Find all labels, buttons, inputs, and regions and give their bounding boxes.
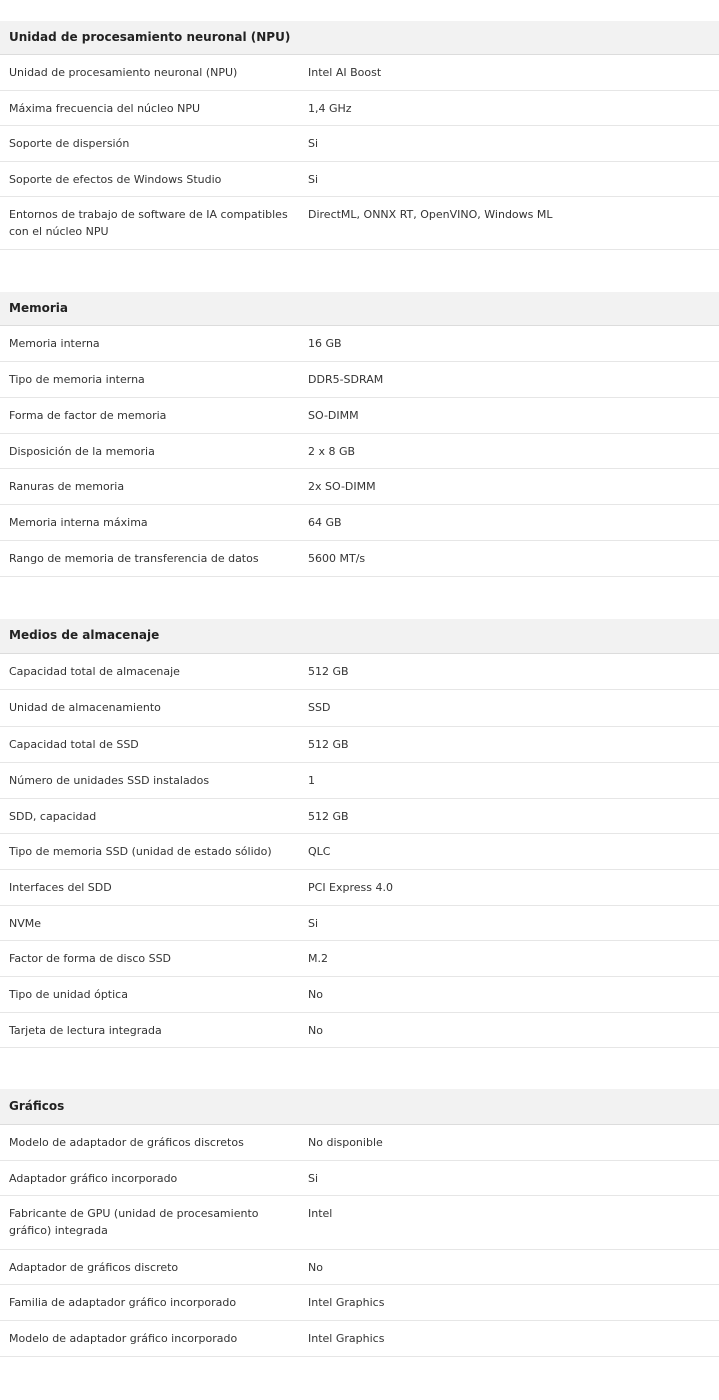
spec-label: Ranuras de memoria: [9, 480, 125, 493]
spec-value: No disponible: [308, 1135, 383, 1149]
spec-label: Fabricante de GPU (unidad de procesamiento gráfico) integrada: [9, 1207, 259, 1237]
spec-row: [0, 1013, 719, 1049]
spec-row: [0, 941, 719, 977]
spec-label: Factor de forma de disco SSD: [9, 952, 172, 965]
spec-value: 64 GB: [308, 516, 342, 529]
spec-row: [0, 326, 719, 362]
spec-label: Soporte de efectos de Windows Studio: [9, 172, 222, 186]
spec-label: Soporte de dispersión: [9, 137, 130, 150]
section-npu: [0, 21, 719, 250]
spec-value: 1: [308, 773, 315, 787]
spec-row: [0, 398, 719, 434]
spec-row: [0, 162, 719, 198]
spec-label: Modelo de adaptador de gráficos discretos: [9, 1135, 244, 1149]
spec-value: Intel AI Boost: [308, 66, 382, 79]
spec-row: [0, 906, 719, 942]
spec-row: [0, 654, 719, 690]
spec-row: [0, 1161, 719, 1197]
spec-value: DirectML, ONNX RT, OpenVINO, Windows ML: [308, 208, 553, 221]
spec-value: 5600 MT/s: [308, 551, 366, 565]
spec-value: DDR5-SDRAM: [308, 373, 384, 386]
spec-row: [0, 690, 719, 727]
spec-label: Interfaces del SDD: [9, 880, 112, 894]
spec-value: 2x SO-DIMM: [308, 480, 376, 493]
spec-row: [0, 799, 719, 835]
spec-row: [0, 469, 719, 505]
spec-label: Unidad de almacenamiento: [9, 700, 161, 714]
spec-value: Si: [308, 172, 319, 186]
spec-row: [0, 727, 719, 763]
spec-label: Familia de adaptador gráfico incorporado: [9, 1296, 237, 1309]
section-title: Medios de almacenaje: [0, 619, 719, 654]
section-graficos: [0, 1089, 719, 1357]
spec-row: [0, 834, 719, 870]
spec-label: Tipo de memoria SSD (unidad de estado sólido): [9, 845, 272, 858]
spec-label: Memoria interna máxima: [9, 516, 148, 529]
spec-value: QLC: [308, 845, 331, 858]
spec-label: Disposición de la memoria: [9, 444, 155, 458]
spec-row: [0, 505, 719, 541]
spec-row: [0, 55, 719, 91]
spec-label: Modelo de adaptador gráfico incorporado: [9, 1332, 238, 1345]
spec-row: [0, 126, 719, 162]
spec-row: [0, 362, 719, 398]
spec-label: Capacidad total de almacenaje: [9, 664, 180, 678]
spec-label: Memoria interna: [9, 337, 100, 350]
spec-value: 512 GB: [308, 737, 349, 751]
spec-label: SDD, capacidad: [9, 809, 97, 823]
spec-row: [0, 1125, 719, 1161]
spec-value: 512 GB: [308, 664, 349, 678]
spec-value: 512 GB: [308, 809, 349, 823]
spec-row: [0, 1285, 719, 1321]
spec-value: Si: [308, 137, 319, 150]
spec-label: Máxima frecuencia del núcleo NPU: [9, 101, 201, 115]
spec-value: Si: [308, 1171, 319, 1185]
spec-label: Forma de factor de memoria: [9, 409, 167, 422]
spec-value: 2 x 8 GB: [308, 444, 356, 458]
spec-label: NVMe: [9, 916, 42, 930]
spec-row: [0, 541, 719, 577]
spec-value: No: [308, 1023, 323, 1037]
section-title: Memoria: [0, 292, 719, 326]
spec-label: Entornos de trabajo de software de IA compatibles con el núcleo NPU: [9, 208, 288, 238]
section-almacenaje: [0, 619, 719, 1049]
spec-value: PCI Express 4.0: [308, 880, 393, 894]
spec-label: Tipo de memoria interna: [9, 373, 145, 386]
spec-value: Intel Graphics: [308, 1296, 385, 1309]
spec-label: Número de unidades SSD instalados: [9, 773, 210, 787]
spec-value: 16 GB: [308, 337, 342, 350]
spec-page: [0, 21, 719, 1357]
spec-label: Tarjeta de lectura integrada: [9, 1023, 162, 1037]
spec-label: Adaptador gráfico incorporado: [9, 1171, 178, 1185]
section-memoria: [0, 292, 719, 577]
spec-value: No: [308, 988, 323, 1001]
spec-label: Tipo de unidad óptica: [9, 988, 128, 1001]
spec-row: [0, 434, 719, 470]
spec-value: No: [308, 1260, 323, 1274]
spec-row: [0, 1196, 719, 1250]
spec-row: [0, 763, 719, 799]
spec-row: [0, 870, 719, 906]
spec-label: Rango de memoria de transferencia de datos: [9, 551, 259, 565]
spec-value: Si: [308, 916, 319, 930]
spec-value: SO-DIMM: [308, 409, 359, 422]
section-title: Unidad de procesamiento neuronal (NPU): [0, 21, 719, 55]
spec-row: [0, 91, 719, 127]
spec-label: Capacidad total de SSD: [9, 737, 139, 751]
spec-row: [0, 977, 719, 1013]
spec-label: Unidad de procesamiento neuronal (NPU): [9, 66, 238, 79]
spec-value: Intel Graphics: [308, 1332, 385, 1345]
spec-value: M.2: [308, 952, 328, 965]
spec-row: [0, 1250, 719, 1286]
spec-label: Adaptador de gráficos discreto: [9, 1260, 179, 1274]
spec-value: 1,4 GHz: [308, 101, 352, 115]
spec-value: SSD: [308, 700, 331, 714]
section-title: Gráficos: [0, 1089, 719, 1125]
spec-row: [0, 1321, 719, 1357]
spec-value: Intel: [308, 1207, 333, 1220]
spec-row: [0, 197, 719, 250]
